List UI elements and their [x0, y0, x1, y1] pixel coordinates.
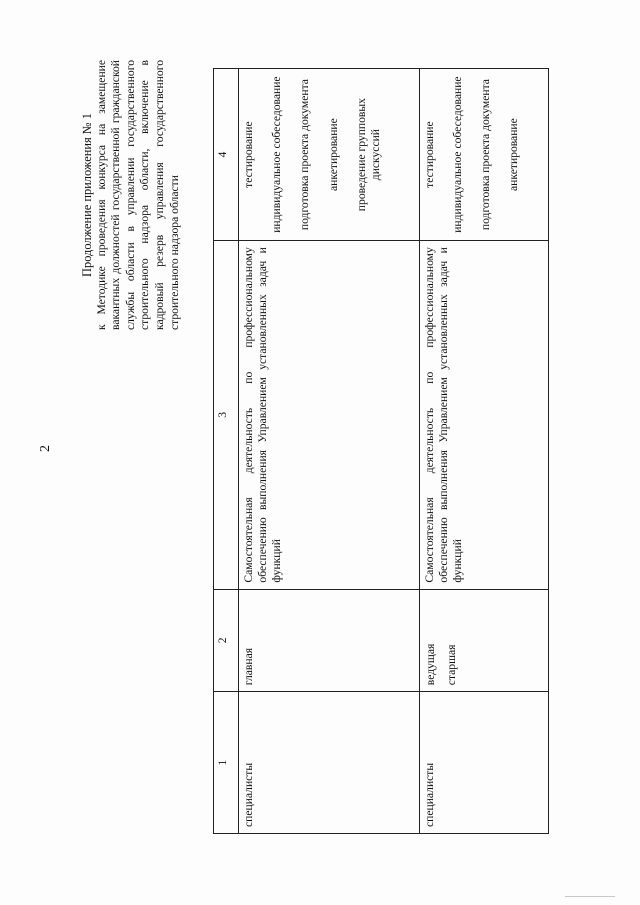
- methods-cell: [239, 69, 420, 241]
- scan-artifact: [565, 896, 615, 897]
- category-cell: специалисты: [239, 692, 420, 834]
- appendix-reference: к Методике проведения конкурса на замещение вакантных должностей государственной гражданской службы области в управлении государственного строительного надзора области, включение в кадровый резерв управления государственного строительного надзора области: [94, 60, 181, 330]
- group-label: ведущая: [423, 643, 437, 686]
- appendix-header: [80, 60, 182, 330]
- group-cell: [419, 589, 548, 692]
- description-cell: Самостоятельная деятельность по профессиональному обеспечению выполнения Управлением установленных задач и функций: [239, 241, 420, 589]
- group-cell: [239, 589, 420, 692]
- method-item: индивидуальное собеседование: [270, 76, 284, 233]
- method-item: тестирование: [242, 121, 255, 188]
- methods-table: [213, 68, 549, 834]
- method-item: индивидуальное собеседование: [451, 76, 465, 233]
- group-label: старшая: [444, 644, 458, 686]
- methods-table-container: [213, 68, 549, 834]
- methods-cell: [419, 69, 548, 241]
- column-number-3: 3: [214, 241, 239, 589]
- table-row: [419, 69, 548, 834]
- appendix-title: Продолжение приложения № 1: [80, 113, 94, 277]
- method-item: анкетирование: [507, 118, 521, 191]
- category-cell: специалисты: [419, 692, 548, 834]
- method-item: тестирование: [422, 121, 436, 188]
- method-item: проведение групповых дискуссий: [354, 98, 383, 212]
- method-item: анкетирование: [326, 118, 340, 191]
- column-number-1: 1: [214, 692, 239, 834]
- column-number-2: 2: [214, 589, 239, 692]
- page-number: 2: [38, 445, 53, 452]
- description-cell: Самостоятельная деятельность по профессиональному обеспечению выполнения Управлением установленных задач и функций: [419, 241, 548, 589]
- method-item: подготовка проекта документа: [298, 79, 312, 231]
- column-number-4: 4: [214, 69, 239, 241]
- table-header-row: [214, 69, 239, 834]
- method-item: подготовка проекта документа: [479, 79, 493, 231]
- table-row: [239, 69, 420, 834]
- group-label: главная: [242, 647, 255, 686]
